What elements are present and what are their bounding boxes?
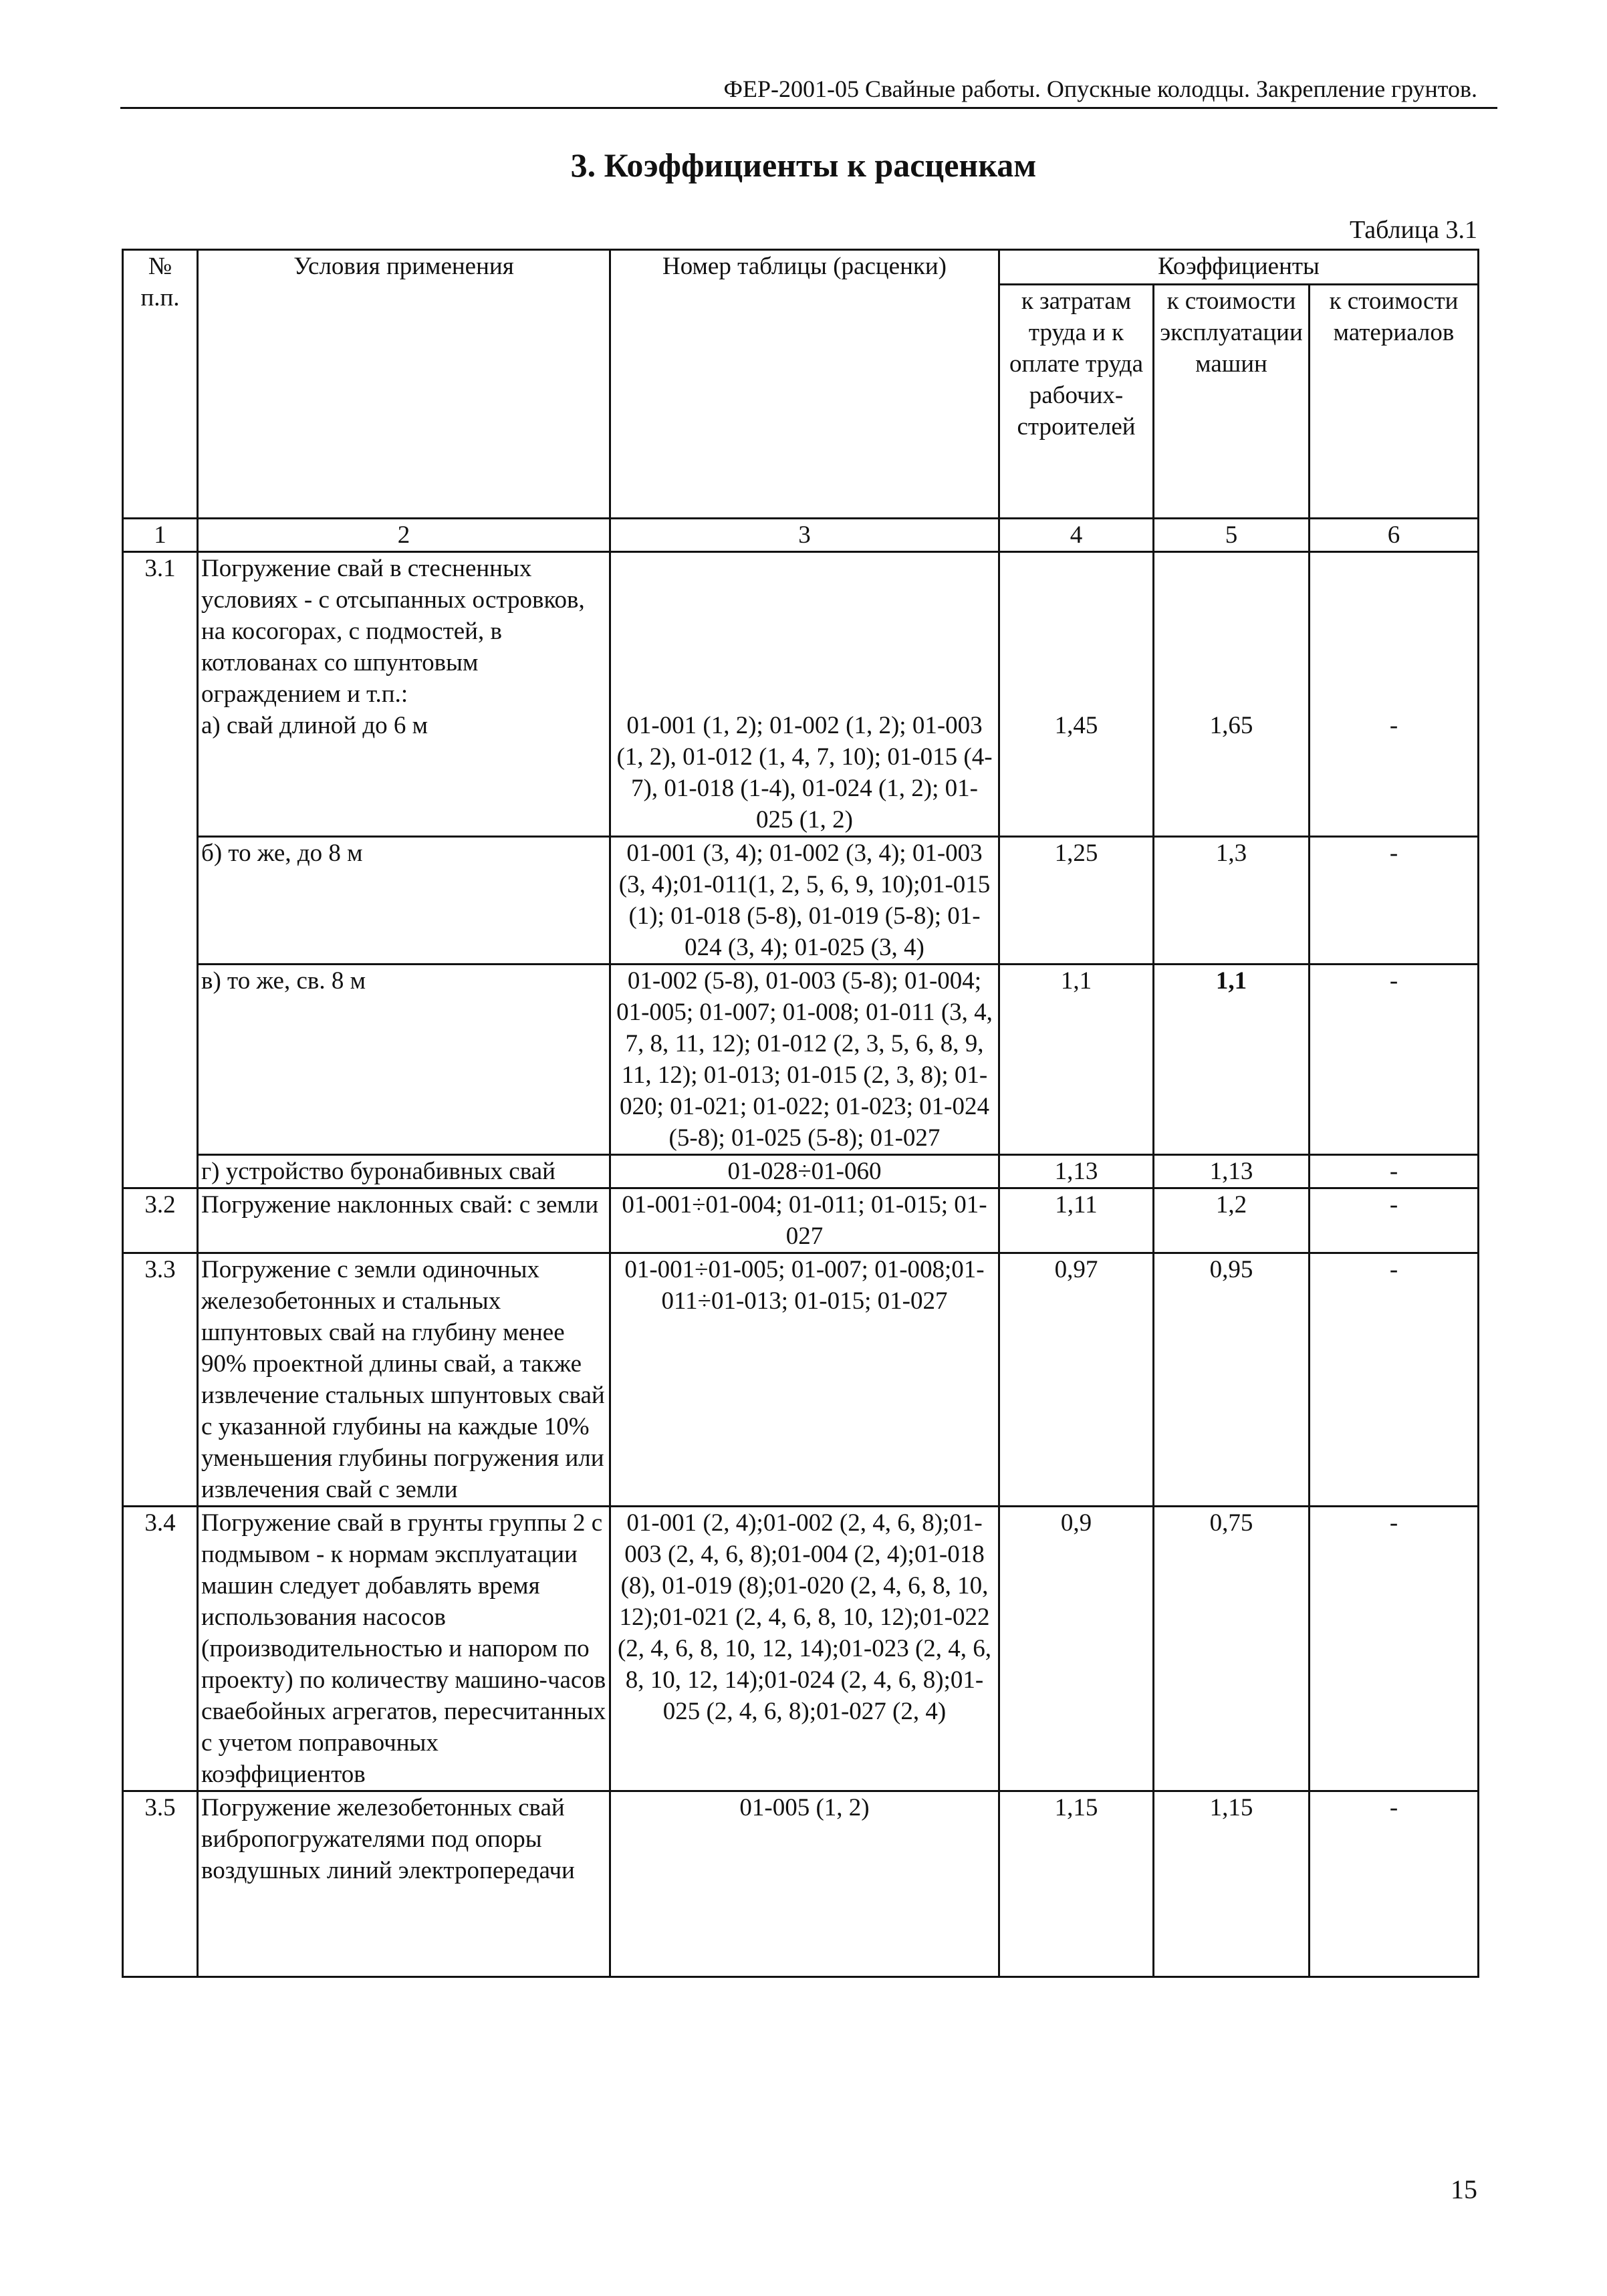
row-k-machines: 1,65: [1154, 710, 1310, 837]
col-number: 2: [198, 519, 610, 552]
row-k-machines: 1,13: [1154, 1155, 1310, 1188]
row-num: 3.3: [123, 1253, 198, 1507]
row-k-labor: 1,25: [999, 837, 1154, 965]
row-k-materials: -: [1310, 1155, 1479, 1188]
row-k-labor: 1,13: [999, 1155, 1154, 1188]
row-condition: Погружение наклонных свай: с земли: [198, 1188, 610, 1253]
table-row: [123, 837, 1479, 965]
running-header: ФЕР-2001-05 Свайные работы. Опускные колодцы. Закрепление грунтов.: [723, 76, 1477, 102]
table-row: [123, 1188, 1479, 1253]
row-k-labor: 1,45: [999, 710, 1154, 837]
row-k-materials: -: [1310, 965, 1479, 1155]
table-row: [123, 1507, 1479, 1791]
row-k-materials: -: [1310, 1507, 1479, 1791]
table-row: [123, 1155, 1479, 1188]
row-k-materials: -: [1310, 1188, 1479, 1253]
row-ref: 01-002 (5-8), 01-003 (5-8); 01-004; 01-005; 01-007; 01-008; 01-011 (3, 4, 7, 8, 11, 12); 01-012 (2, 3, 5, 6, 8, 9, 11, 12); 01-013; 01-015 (2, 3, 8); 01-020; 01-021; 01-022; 01-023; 01-024 (5-8); 01-025 (5-8); 01-027: [610, 965, 999, 1155]
row-num: 3.4: [123, 1507, 198, 1791]
row-k-machines: 1,2: [1154, 1188, 1310, 1253]
row-ref: 01-001 (3, 4); 01-002 (3, 4); 01-003 (3, 4);01-011(1, 2, 5, 6, 9, 10);01-015 (1); 01-018 (5-8), 01-019 (5-8); 01-024 (3, 4); 01-025 (3, 4): [610, 837, 999, 965]
row-condition: а) свай длиной до 6 м: [198, 710, 610, 837]
header-table-no: Номер таблицы (расценки): [610, 250, 999, 519]
row-condition: б) то же, до 8 м: [198, 837, 610, 965]
row-condition: Погружение свай в грунты группы 2 с подмывом - к нормам эксплуатации машин следует добавлять время использования насосов (производительностью и напором по проекту) по количеству машино-часов сваебойных агрегатов, пересчитанных с учетом поправочных коэффициентов: [198, 1507, 610, 1791]
section-title: 3. Коэффициенты к расценкам: [570, 146, 1037, 184]
header-rule: [120, 107, 1497, 109]
col-number: 5: [1154, 519, 1310, 552]
row-num: 3.5: [123, 1791, 198, 1977]
row-k-materials: -: [1310, 1791, 1479, 1977]
row-k-labor: 1,11: [999, 1188, 1154, 1253]
table-row: [123, 710, 1479, 837]
row-ref: 01-028÷01-060: [610, 1155, 999, 1188]
table-row: [123, 965, 1479, 1155]
header-num: № п.п.: [123, 250, 198, 519]
table-label: Таблица 3.1: [1349, 216, 1477, 244]
row-condition: Погружение железобетонных свай вибропогружателями под опоры воздушных линий электропередачи: [198, 1791, 610, 1977]
col-number: 6: [1310, 519, 1479, 552]
header-coefficients: Коэффициенты: [999, 250, 1479, 285]
row-k-machines: 1,3: [1154, 837, 1310, 965]
row-condition: Погружение с земли одиночных железобетонных и стальных шпунтовых свай на глубину менее 90% проектной длины свай, а также извлечение стальных шпунтовых свай с указанной глубины на каждые 10% уменьшения глубины погружения или извлечения свай с земли: [198, 1253, 610, 1507]
row-k-machines: 0,75: [1154, 1507, 1310, 1791]
row-k-machines: 0,95: [1154, 1253, 1310, 1507]
row-intro: Погружение свай в стесненных условиях - с отсыпанных островков, на косогорах, с подмостей, в котлованах со шпунтовым ограждением и т.п.:: [198, 552, 610, 711]
col-number: 4: [999, 519, 1154, 552]
header-conditions: Условия применения: [198, 250, 610, 519]
row-k-labor: 1,1: [999, 965, 1154, 1155]
page-number: 15: [1451, 2174, 1477, 2204]
header-materials: к стоимости материалов: [1310, 285, 1479, 519]
row-num: 3.2: [123, 1188, 198, 1253]
coefficients-table: [122, 249, 1479, 1978]
row-condition: г) устройство буронабивных свай: [198, 1155, 610, 1188]
row-k-labor: 0,97: [999, 1253, 1154, 1507]
col-number: 1: [123, 519, 198, 552]
row-num: 3.1: [123, 552, 198, 1188]
row-ref: 01-005 (1, 2): [610, 1791, 999, 1977]
header-labor: к затратам труда и к оплате труда рабочих-строителей: [999, 285, 1154, 519]
row-k-labor: 1,15: [999, 1791, 1154, 1977]
row-ref: 01-001 (1, 2); 01-002 (1, 2); 01-003 (1, 2), 01-012 (1, 4, 7, 10); 01-015 (4-7), 01-018 (1-4), 01-024 (1, 2); 01-025 (1, 2): [610, 710, 999, 837]
row-ref: 01-001÷01-005; 01-007; 01-008;01-011÷01-013; 01-015; 01-027: [610, 1253, 999, 1507]
row-ref: 01-001 (2, 4);01-002 (2, 4, 6, 8);01-003 (2, 4, 6, 8);01-004 (2, 4);01-018 (8), 01-019 (8);01-020 (2, 4, 6, 8, 10, 12);01-021 (2, 4, 6, 8, 10, 12);01-022 (2, 4, 6, 8, 10, 12, 14);01-023 (2, 4, 6, 8, 10, 12, 14);01-024 (2, 4, 6, 8);01-025 (2, 4, 6, 8);01-027 (2, 4): [610, 1507, 999, 1791]
header-machines: к стоимости эксплуатации машин: [1154, 285, 1310, 519]
row-condition: в) то же, св. 8 м: [198, 965, 610, 1155]
col-number: 3: [610, 519, 999, 552]
row-k-materials: -: [1310, 837, 1479, 965]
row-k-labor: 0,9: [999, 1507, 1154, 1791]
row-k-machines: 1,1: [1154, 965, 1310, 1155]
table-row: [123, 552, 1479, 711]
row-ref: 01-001÷01-004; 01-011; 01-015; 01-027: [610, 1188, 999, 1253]
table-row: [123, 1791, 1479, 1977]
row-k-materials: -: [1310, 710, 1479, 837]
table-row: [123, 1253, 1479, 1507]
row-k-machines: 1,15: [1154, 1791, 1310, 1977]
row-k-materials: -: [1310, 1253, 1479, 1507]
